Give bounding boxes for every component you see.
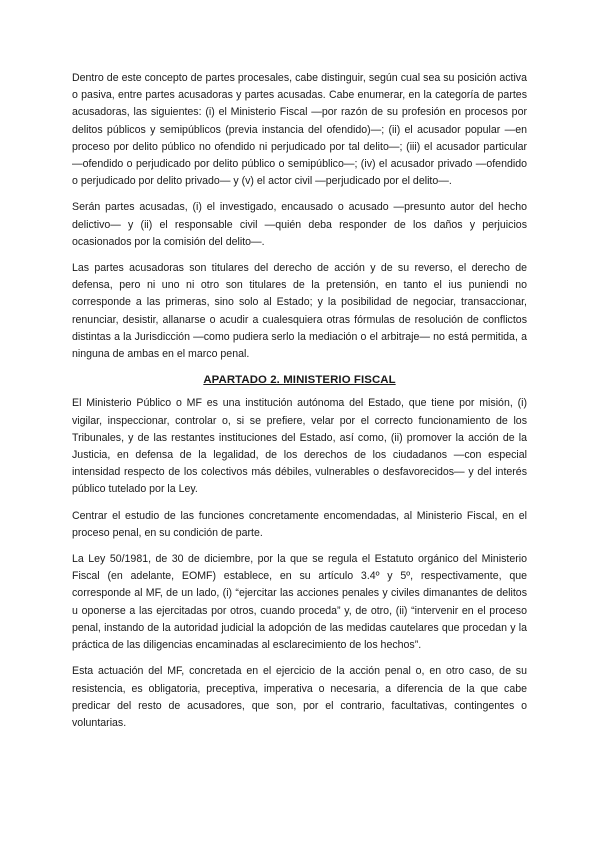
paragraph-ley-eomf: La Ley 50/1981, de 30 de diciembre, por la que se regula el Estatuto orgánico del Ministerio Fiscal (en adelante, EOMF) establece, en su artículo 3.4º y 5º, respectivamente, que corresponde al MF, de un lado, (i) “ejercitar las acciones penales y civiles dimanantes de delitos u oponerse a las ejercitadas por otros, cuando proceda” y, de otro, (ii) “intervenir en el proceso penal, instando de la autoridad judicial la adopción de las medidas cautelares que procedan y la práctica de las diligencias encaminadas al esclarecimiento de los hechos”. bbox=[72, 553, 527, 652]
paragraph-partes-acusadas: Serán partes acusadas, (i) el investigado, encausado o acusado —presunto autor del hecho delictivo— y (ii) el responsable civil —quién deba responder de los daños y perjuicios ocasionados por la comisión del delito—. bbox=[72, 201, 527, 248]
paragraph-partes-procesales: Dentro de este concepto de partes procesales, cabe distinguir, según cual sea su posición activa o pasiva, entre partes acusadoras y partes acusadas. Cabe enumerar, en la categoría de partes acusadoras, las siguientes: (i) el Ministerio Fiscal —por razón de su profesión en procesos por delitos públicos y semipúblicos (previa instancia del ofendido)—; (ii) el acusador popular —en proceso por delito público no ofendido ni perjudicado por tal delito—; (iii) el acusador particular —ofendido o perjudicado por delito público o semipúblico—; (iv) el acusador privado —ofendido o perjudicado por delito privado— y (v) el actor civil —perjudicado por el delito—. bbox=[72, 72, 527, 188]
paragraph-partes-acusadoras: Las partes acusadoras son titulares del derecho de acción y de su reverso, el derecho de defensa, pero ni uno ni otro son titulares de la pretensión, en tanto el ius puniendi no corresponde a las primeras, sino solo al Estado; y la posibilidad de negociar, transaccionar, renunciar, desistir, allanarse o acudir a cualesquiera otras fórmulas de resolución de conflictos distintas a la Jurisdicción —como pudiera serlo la mediación o el arbitraje— no está permitida, a ninguna de ambas en el marco penal. bbox=[72, 262, 527, 361]
section-heading: APARTADO 2. MINISTERIO FISCAL bbox=[203, 374, 396, 387]
paragraph-centrar-estudio: Centrar el estudio de las funciones concretamente encomendadas, al Ministerio Fiscal, en el proceso penal, en su condición de parte. bbox=[72, 509, 527, 539]
paragraph-ministerio-publico: El Ministerio Público o MF es una institución autónoma del Estado, que tiene por misión, (i) vigilar, inspeccionar, controlar o, si se prefiere, velar por el correcto funcionamiento de los Tribunales, y de las restantes instituciones del Estado, así como, (ii) promover la acción de la Justicia, en defensa de la legalidad, de los derechos de los ciudadanos —con especial intensidad respecto de los colectivos más débiles, vulnerables o desfavorecidos— y del interés público tutelado por la Ley. bbox=[72, 397, 527, 496]
document-body bbox=[72, 70, 527, 741]
paragraph-actuacion-mf: Esta actuación del MF, concretada en el ejercicio de la acción penal o, en otro caso, de su resistencia, es obligatoria, preceptiva, imperativa o necesaria, a diferencia de la que cabe predicar del resto de acusadores, que son, por el contrario, facultativas, contingentes o voluntarias. bbox=[72, 665, 527, 729]
